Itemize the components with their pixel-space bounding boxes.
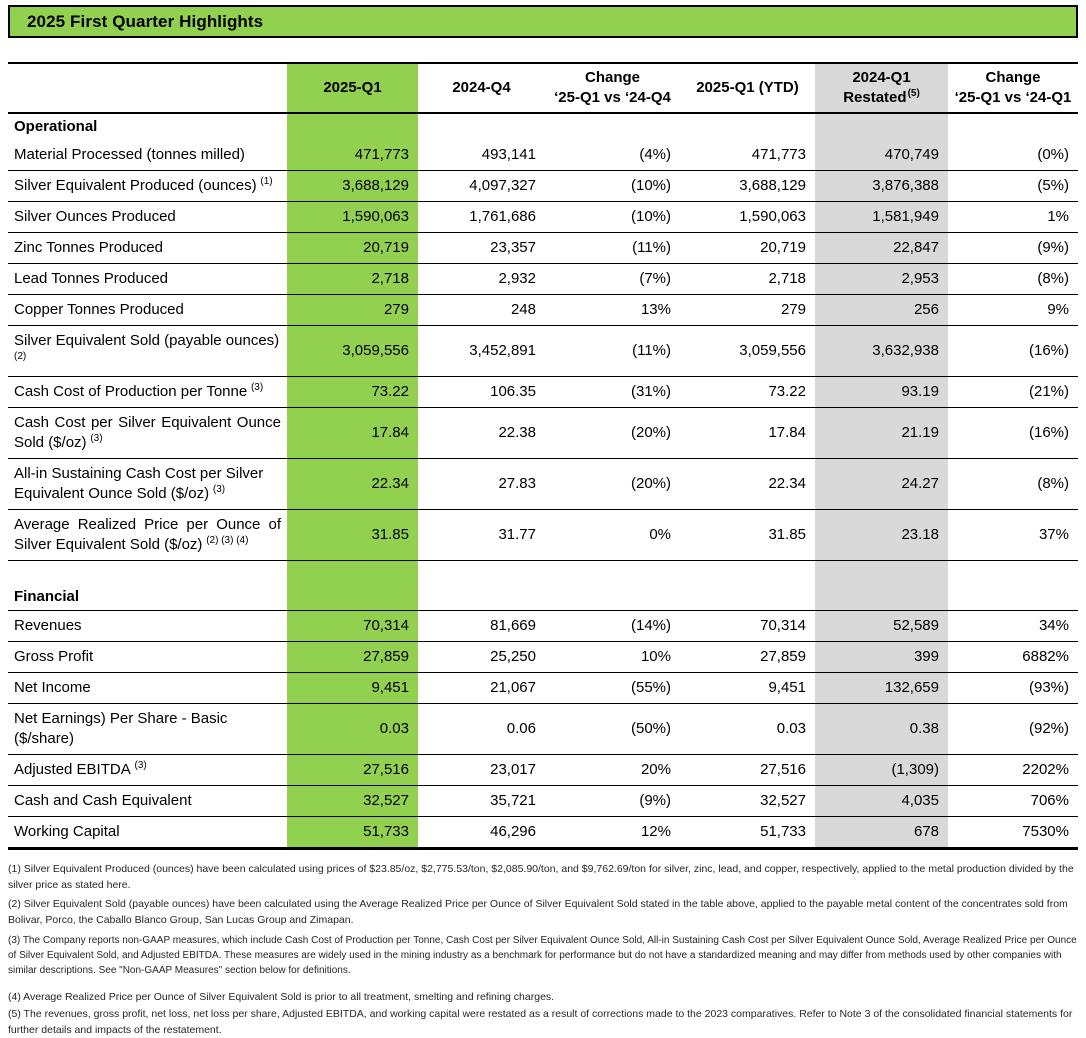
value-cell: 20,719 (680, 233, 815, 264)
section-row (8, 584, 1078, 611)
value-cell: 32,527 (287, 785, 418, 816)
value-cell: 22,847 (815, 233, 948, 264)
value-cell (948, 584, 1078, 611)
value-cell: (14%) (545, 610, 680, 641)
value-cell: (50%) (545, 703, 680, 754)
column-header-line1: 2025-Q1 (291, 78, 414, 98)
column-header-line2: ‘25-Q1 vs ‘24-Q1 (952, 88, 1074, 108)
table-row (8, 610, 1078, 641)
value-cell: 256 (815, 295, 948, 326)
footnote-ref: (1) (258, 176, 273, 187)
table-row (8, 377, 1078, 408)
blank-row (8, 561, 1078, 584)
value-cell: 706% (948, 785, 1078, 816)
value-cell: 279 (680, 295, 815, 326)
row-label: Silver Equivalent Produced (ounces) $^{(1)}$ (8, 171, 287, 202)
value-cell: (55%) (545, 672, 680, 703)
value-cell: 81,669 (418, 610, 545, 641)
column-header-line1: Change (952, 68, 1074, 88)
value-cell: (5%) (948, 171, 1078, 202)
table-row (8, 264, 1078, 295)
value-cell: 93.19 (815, 377, 948, 408)
value-cell: 106.35 (418, 377, 545, 408)
value-cell: 6882% (948, 641, 1078, 672)
column-header-change-yoy (948, 63, 1078, 113)
value-cell: 70,314 (287, 610, 418, 641)
row-label: Net Earnings) Per Share - Basic ($/share) (8, 703, 287, 754)
value-cell (680, 113, 815, 140)
value-cell: 46,296 (418, 816, 545, 848)
row-label: Silver Equivalent Sold (payable ounces) $^{(2)}$ (8, 326, 287, 377)
value-cell: (21%) (948, 377, 1078, 408)
table-body (8, 113, 1078, 848)
value-cell: 25,250 (418, 641, 545, 672)
table-row (8, 510, 1078, 561)
table-row (8, 641, 1078, 672)
value-cell: 21.19 (815, 408, 948, 459)
row-label: Copper Tonnes Produced (8, 295, 287, 326)
table-header-row (8, 63, 1078, 113)
value-cell (948, 113, 1078, 140)
value-cell: 471,773 (680, 140, 815, 171)
value-cell: 493,141 (418, 140, 545, 171)
value-cell: (10%) (545, 171, 680, 202)
value-cell: 3,688,129 (680, 171, 815, 202)
column-header-change-qoq (545, 63, 680, 113)
column-header-line1 (12, 78, 283, 98)
value-cell: 0% (545, 510, 680, 561)
value-cell: 9,451 (680, 672, 815, 703)
value-cell: (8%) (948, 459, 1078, 510)
value-cell: 37% (948, 510, 1078, 561)
value-cell (287, 113, 418, 140)
value-cell (545, 113, 680, 140)
value-cell: (1,309) (815, 754, 948, 785)
section-label: Financial (8, 584, 287, 611)
value-cell: 3,059,556 (287, 326, 418, 377)
column-header-line2: Restated$^{(5)}$ (819, 88, 944, 108)
value-cell: 21,067 (418, 672, 545, 703)
value-cell: 3,452,891 (418, 326, 545, 377)
value-cell: 73.22 (680, 377, 815, 408)
value-cell: 3,688,129 (287, 171, 418, 202)
column-header-2025-q1-ytd (680, 63, 815, 113)
column-header-line2: ‘25-Q1 vs ‘24-Q4 (549, 88, 676, 108)
row-label: Working Capital (8, 816, 287, 848)
footnote-ref: (2) (3) (4) (203, 535, 248, 546)
footnote-ref: (3) (248, 382, 263, 393)
table-row (8, 816, 1078, 848)
value-cell: 1,581,949 (815, 202, 948, 233)
column-header-line1: 2025-Q1 (YTD) (684, 78, 811, 98)
value-cell: 0.03 (680, 703, 815, 754)
footnote-5: (5) The revenues, gross profit, net loss, net loss per share, Adjusted EBITDA, and working capital were restated as a result of corrections made to the 2023 comparatives. Refer to Note 3 of the consolidated financial statements for further details and impacts of the restatement. (8, 1006, 1078, 1038)
value-cell: 2,718 (287, 264, 418, 295)
table-row (8, 295, 1078, 326)
page-title: 2025 First Quarter Highlights (27, 12, 263, 32)
value-cell: 10% (545, 641, 680, 672)
value-cell: 51,733 (287, 816, 418, 848)
table-row (8, 459, 1078, 510)
column-header-line1: 2024-Q1 (819, 68, 944, 88)
value-cell: 17.84 (287, 408, 418, 459)
table-row (8, 672, 1078, 703)
value-cell: (8%) (948, 264, 1078, 295)
value-cell: 12% (545, 816, 680, 848)
value-cell: (0%) (948, 140, 1078, 171)
footnote-ref: (3) (210, 484, 225, 495)
column-header-metric (8, 63, 287, 113)
column-header-2024-q4 (418, 63, 545, 113)
value-cell: 3,059,556 (680, 326, 815, 377)
value-cell: (92%) (948, 703, 1078, 754)
value-cell: 7530% (948, 816, 1078, 848)
value-cell: 1,761,686 (418, 202, 545, 233)
value-cell: (11%) (545, 233, 680, 264)
value-cell: 0.38 (815, 703, 948, 754)
value-cell: 678 (815, 816, 948, 848)
row-label: Average Realized Price per Ounce of Silver Equivalent Sold ($/oz) $^{(2) (3) (4)}$ (8, 510, 287, 561)
row-label: Cash Cost of Production per Tonne $^{(3)}$ (8, 377, 287, 408)
value-cell: 4,097,327 (418, 171, 545, 202)
highlights-table (8, 62, 1078, 850)
column-header-line1: 2024-Q4 (422, 78, 541, 98)
value-cell: 0.06 (418, 703, 545, 754)
table-row (8, 785, 1078, 816)
table-row (8, 326, 1078, 377)
value-cell: 20% (545, 754, 680, 785)
value-cell (815, 561, 948, 584)
value-cell: 3,632,938 (815, 326, 948, 377)
value-cell: (31%) (545, 377, 680, 408)
value-cell (418, 113, 545, 140)
footnote-ref: (3) (88, 433, 103, 444)
row-label: Cash Cost per Silver Equivalent Ounce Sold ($/oz) $^{(3)}$ (8, 408, 287, 459)
value-cell: 1,590,063 (287, 202, 418, 233)
value-cell: 23,357 (418, 233, 545, 264)
value-cell: (9%) (948, 233, 1078, 264)
footnote-ref: (5) (908, 88, 920, 99)
value-cell: 279 (287, 295, 418, 326)
row-label: Cash and Cash Equivalent (8, 785, 287, 816)
column-header-2025-q1 (287, 63, 418, 113)
section-row (8, 113, 1078, 140)
value-cell: 2,932 (418, 264, 545, 295)
value-cell: (16%) (948, 326, 1078, 377)
footnotes (8, 861, 1078, 1038)
value-cell: (93%) (948, 672, 1078, 703)
table-row (8, 171, 1078, 202)
value-cell (680, 584, 815, 611)
value-cell: 2,718 (680, 264, 815, 295)
value-cell: 23,017 (418, 754, 545, 785)
footnote-1: (1) Silver Equivalent Produced (ounces) have been calculated using prices of $23.85/oz, $2,775.53/ton, $2,085.90/ton, and $9,762.69/ton for silver, zinc, lead, and copper, respectively, applied to the metal production divided by the silver price as stated here. (8, 861, 1078, 894)
row-label: Adjusted EBITDA $^{(3)}$ (8, 754, 287, 785)
value-cell: 23.18 (815, 510, 948, 561)
row-label: Material Processed (tonnes milled) (8, 140, 287, 171)
footnote-ref: (2) (14, 351, 26, 362)
value-cell: 9% (948, 295, 1078, 326)
row-label: Lead Tonnes Produced (8, 264, 287, 295)
value-cell (815, 584, 948, 611)
value-cell: 70,314 (680, 610, 815, 641)
value-cell: 470,749 (815, 140, 948, 171)
value-cell: 1% (948, 202, 1078, 233)
value-cell: 9,451 (287, 672, 418, 703)
value-cell: 17.84 (680, 408, 815, 459)
value-cell (948, 561, 1078, 584)
table-row (8, 233, 1078, 264)
footnote-ref: (3) (132, 760, 147, 771)
value-cell: (20%) (545, 459, 680, 510)
value-cell (545, 561, 680, 584)
value-cell: 471,773 (287, 140, 418, 171)
row-label: All-in Sustaining Cash Cost per Silver Equivalent Ounce Sold ($/oz) $^{(3)}$ (8, 459, 287, 510)
value-cell: 32,527 (680, 785, 815, 816)
footnote-2: (2) Silver Equivalent Sold (payable ounces) have been calculated using the Average Realized Price per Ounce of Silver Equivalent Sold stated in the table above, applied to the payable metal content of the concentrates sold from Bolivar, Porco, the Caballo Blanco Group, San Lucas Group and Zimapan. (8, 896, 1078, 929)
table-row (8, 140, 1078, 171)
section-label: Operational (8, 113, 287, 140)
value-cell: (11%) (545, 326, 680, 377)
value-cell: 24.27 (815, 459, 948, 510)
value-cell: 52,589 (815, 610, 948, 641)
row-label: Zinc Tonnes Produced (8, 233, 287, 264)
row-label: Net Income (8, 672, 287, 703)
table-header (8, 63, 1078, 113)
value-cell: (20%) (545, 408, 680, 459)
value-cell (680, 561, 815, 584)
value-cell (287, 561, 418, 584)
value-cell: 2202% (948, 754, 1078, 785)
value-cell: 3,876,388 (815, 171, 948, 202)
value-cell: 20,719 (287, 233, 418, 264)
value-cell: 31.77 (418, 510, 545, 561)
footnote-4: (4) Average Realized Price per Ounce of Silver Equivalent Sold is prior to all treatment, smelting and refining charges. (8, 989, 1078, 1005)
table-row (8, 703, 1078, 754)
value-cell: 27.83 (418, 459, 545, 510)
value-cell: (7%) (545, 264, 680, 295)
value-cell: 4,035 (815, 785, 948, 816)
value-cell: 27,859 (287, 641, 418, 672)
value-cell: 399 (815, 641, 948, 672)
row-label: Revenues (8, 610, 287, 641)
value-cell: 0.03 (287, 703, 418, 754)
value-cell: 73.22 (287, 377, 418, 408)
value-cell: 22.34 (680, 459, 815, 510)
value-cell: 132,659 (815, 672, 948, 703)
section-title-bar (8, 5, 1078, 38)
value-cell: (16%) (948, 408, 1078, 459)
value-cell: 27,516 (287, 754, 418, 785)
value-cell: 1,590,063 (680, 202, 815, 233)
value-cell: 51,733 (680, 816, 815, 848)
value-cell: 27,859 (680, 641, 815, 672)
value-cell: 35,721 (418, 785, 545, 816)
value-cell: 31.85 (287, 510, 418, 561)
value-cell (418, 561, 545, 584)
value-cell: 22.38 (418, 408, 545, 459)
value-cell: 248 (418, 295, 545, 326)
value-cell: (9%) (545, 785, 680, 816)
value-cell (418, 584, 545, 611)
row-label: Silver Ounces Produced (8, 202, 287, 233)
table-row (8, 754, 1078, 785)
value-cell: 2,953 (815, 264, 948, 295)
value-cell: 13% (545, 295, 680, 326)
row-label: Gross Profit (8, 641, 287, 672)
footnote-3: (3) The Company reports non-GAAP measures, which include Cash Cost of Production per Tonne, Cash Cost per Silver Equivalent Ounce Sold, All-in Sustaining Cash Cost per Silver Equivalent Ounce Sold, Average Realized Price per Ounce of Silver Equivalent Sold, and Adjusted EBITDA. These measures are widely used in the mining industry as a benchmark for performance but do not have a standardized meaning and may differ from methods used by other companies with similar descriptions. See "Non-GAAP Measures" section below for definitions. (8, 933, 1078, 978)
table-row (8, 408, 1078, 459)
row-label (8, 561, 287, 584)
value-cell: 34% (948, 610, 1078, 641)
column-header-2024-q1-restated (815, 63, 948, 113)
value-cell: 27,516 (680, 754, 815, 785)
column-header-line1: Change (549, 68, 676, 88)
table-row (8, 202, 1078, 233)
value-cell (815, 113, 948, 140)
value-cell: 22.34 (287, 459, 418, 510)
value-cell (287, 584, 418, 611)
value-cell: (10%) (545, 202, 680, 233)
value-cell: (4%) (545, 140, 680, 171)
value-cell: 31.85 (680, 510, 815, 561)
value-cell (545, 584, 680, 611)
